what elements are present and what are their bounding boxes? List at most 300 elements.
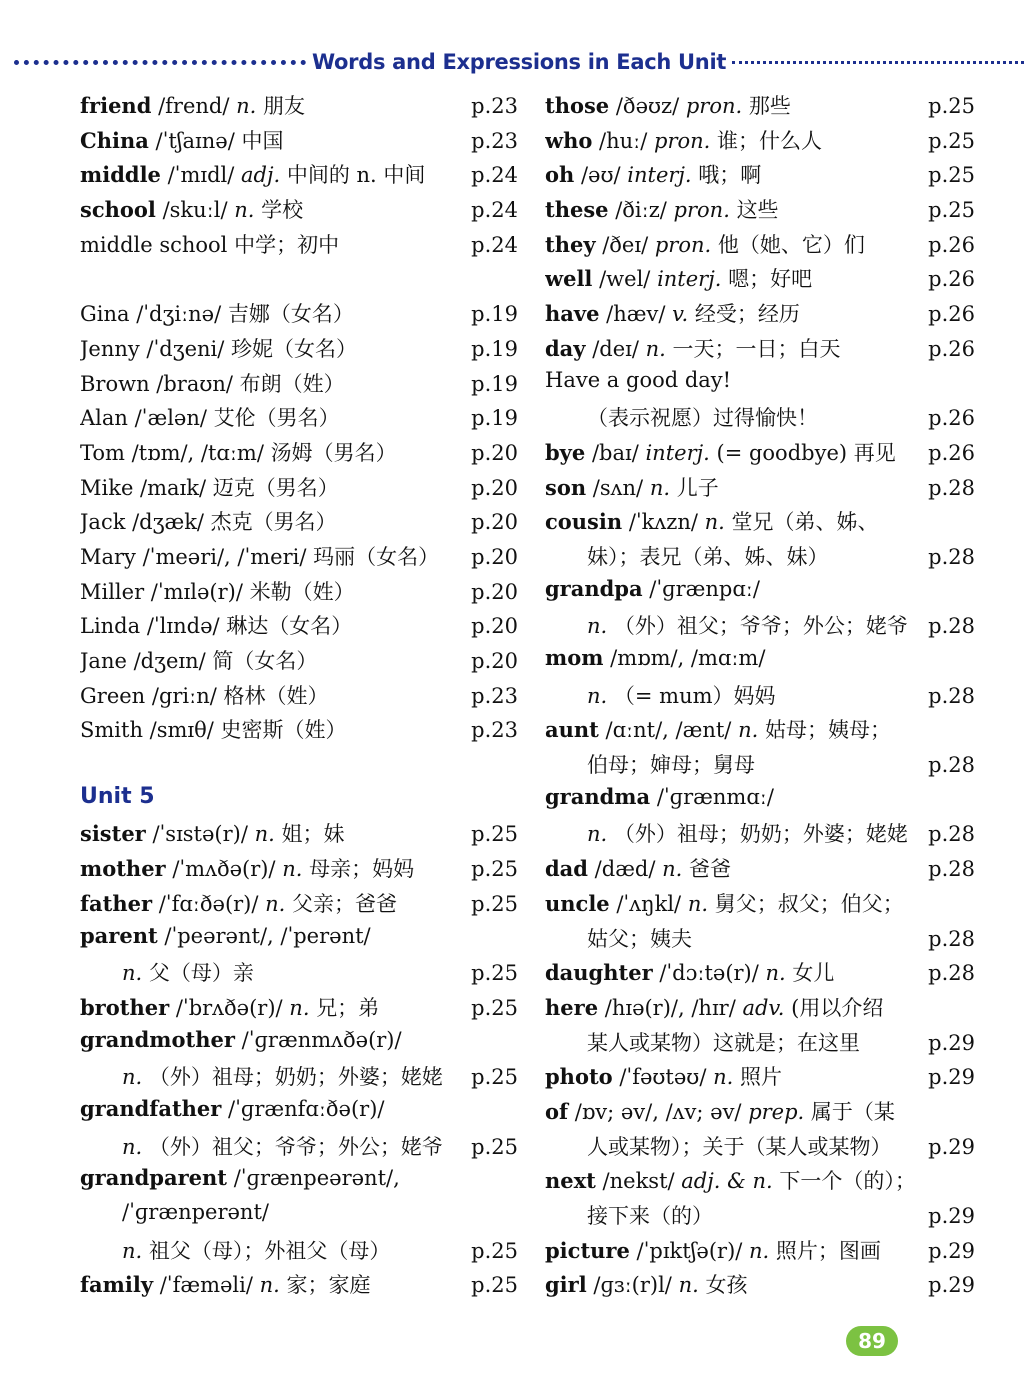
entry-text (545, 1165, 923, 1195)
page-header (14, 48, 1024, 76)
phonetic: /ðiːz/ (615, 198, 667, 223)
meaning: 中间的 n. 中间 (286, 163, 426, 188)
meaning: 姑父；姨夫 (587, 926, 692, 951)
entry-line: Brown /braʊn/ 布朗（姓） (80, 371, 345, 396)
page-ref: p.28 (928, 544, 975, 569)
meaning: 姑母；姨母； (764, 718, 891, 743)
headword: oh (545, 162, 575, 188)
vocab-line (545, 923, 975, 958)
entry-text (80, 229, 466, 259)
meaning: 爸爸 (689, 857, 732, 882)
vocab-entry (545, 576, 975, 611)
headword: aunt (545, 717, 599, 743)
vocab-line (545, 610, 975, 645)
meaning: 一天；一日；白天 (672, 336, 841, 361)
headword: day (545, 335, 586, 361)
vocab-line (545, 680, 975, 715)
headword: girl (545, 1272, 587, 1298)
vocab-entry (545, 1165, 975, 1200)
page-ref: p.29 (928, 1238, 975, 1263)
entry-line: Mary /ˈmeəri/, /ˈmeri/ 玛丽（女名） (80, 544, 440, 569)
left-column (80, 90, 518, 1304)
headword: family (80, 1272, 154, 1298)
vocab-entry (545, 888, 975, 923)
page-ref: p.25 (928, 163, 975, 188)
part-of-speech: n. (587, 683, 608, 708)
entry-text (80, 1061, 466, 1091)
page-ref: p.28 (928, 857, 975, 882)
part-of-speech: interj. (627, 163, 692, 188)
entry-text (545, 576, 923, 601)
page-ref: p.26 (928, 336, 975, 361)
part-of-speech: n. (713, 1065, 734, 1090)
vocab-line (80, 610, 518, 645)
vocab-line (80, 229, 518, 264)
meaning: 堂兄（弟、姊、 (731, 510, 879, 535)
vocab-entry (80, 818, 518, 853)
vocab-entry (545, 645, 975, 680)
page-ref: p.24 (471, 198, 518, 223)
headword: grandfather (80, 1095, 222, 1121)
meaning: 照片 (739, 1065, 782, 1090)
vocab-line (80, 402, 518, 437)
page-ref: p.25 (928, 198, 975, 223)
page-ref: p.23 (471, 128, 518, 153)
entry-text (545, 853, 923, 883)
entry-text (545, 1061, 923, 1091)
meaning: （外）祖母；奶奶；外婆；姥姥 (148, 1065, 443, 1090)
page-ref: p.23 (471, 683, 518, 708)
part-of-speech: n. (749, 1238, 770, 1263)
page-ref: p.20 (471, 440, 518, 465)
entry-text (80, 541, 466, 571)
headword: have (545, 301, 600, 327)
entry-text (80, 1131, 466, 1161)
vocab-line (545, 541, 975, 576)
page-ref: p.19 (471, 336, 518, 361)
entry-line: Miller /ˈmɪlə(r)/ 米勒（姓） (80, 579, 355, 604)
part-of-speech: n. (282, 857, 303, 882)
vocab-entry (545, 992, 975, 1027)
meaning: 某人或某物）这就是；在这里 (587, 1030, 860, 1055)
vocab-line (545, 368, 975, 403)
entry-line: Mike /maɪk/ 迈克（男名） (80, 475, 339, 500)
entry-text (80, 853, 466, 883)
page-ref: p.25 (471, 1134, 518, 1159)
entry-text (80, 714, 466, 744)
part-of-speech: n. (254, 822, 275, 847)
page-ref: p.29 (928, 1065, 975, 1090)
vocab-line (545, 1027, 975, 1062)
vocab-line (80, 957, 518, 992)
vocab-line (80, 437, 518, 472)
entry-text (80, 368, 466, 398)
phonetic: /ˈbrʌðə(r)/ (175, 995, 283, 1020)
part-of-speech: pron. (654, 128, 711, 153)
entry-line: Jane /dʒeɪn/ 简（女名） (80, 649, 318, 673)
vocab-line (545, 402, 975, 437)
page-ref: p.20 (471, 614, 518, 639)
vocab-entry (545, 1269, 975, 1304)
phonetic: /ˈpɪktʃə(r)/ (636, 1238, 743, 1263)
headword: father (80, 890, 153, 916)
phonetic: /ˈɡrænpɑː/ (649, 576, 760, 601)
headword: friend (80, 93, 152, 118)
entry-text (545, 402, 923, 432)
header-title: Words and Expressions in Each Unit (311, 50, 727, 74)
part-of-speech: n. (122, 1238, 143, 1263)
vocab-entry (80, 1096, 518, 1131)
part-of-speech: adv. (742, 995, 785, 1020)
entry-text (545, 333, 923, 363)
meaning: (= goodbye) 再见 (716, 440, 896, 465)
vocab-line (80, 541, 518, 576)
phonetic: /deɪ/ (592, 336, 639, 361)
meaning: （表示祝愿）过得愉快！ (587, 406, 818, 431)
vocab-line (545, 1200, 975, 1235)
entry-text (545, 1096, 923, 1126)
meaning: /ˈɡrænperənt/ (122, 1200, 269, 1224)
headword: who (545, 127, 593, 153)
part-of-speech: n. (587, 822, 608, 847)
entry-text (80, 506, 466, 536)
vocab-line (545, 749, 975, 784)
vocab-entry (80, 853, 518, 888)
page-ref: p.28 (928, 683, 975, 708)
meaning: 人或某物）；关于（某人或某物） (587, 1134, 892, 1159)
vocab-line (80, 714, 518, 749)
vocab-entry (80, 1165, 518, 1200)
meaning: 祖父（母）；外祖父（母） (148, 1238, 391, 1263)
page-ref: p.25 (471, 857, 518, 882)
vocab-entry (545, 957, 975, 992)
meaning: 嗯；好吧 (728, 267, 813, 292)
entry-line: Linda /ˈlɪndə/ 琳达（女名） (80, 614, 353, 639)
phonetic: /mɒm/, /mɑːm/ (610, 646, 766, 670)
entry-line: Jack /dʒæk/ 杰克（男名） (80, 510, 337, 535)
vocab-line (80, 1235, 518, 1270)
meaning: （外）祖父；爷爷；外公；姥爷 (148, 1134, 443, 1159)
phonetic: /hɪə(r)/, /hɪr/ (604, 995, 736, 1020)
headword: photo (545, 1064, 613, 1090)
phonetic: /ˈpeərənt/, /ˈperənt/ (164, 923, 371, 948)
phonetic: /frend/ (158, 94, 230, 118)
meaning: 下一个（的）； (779, 1169, 916, 1194)
entry-text (80, 888, 466, 918)
vocab-line (545, 818, 975, 853)
meaning: 女儿 (792, 961, 835, 986)
vocab-entry (545, 263, 975, 298)
meaning: 姐；妹 (281, 822, 345, 847)
entry-text (545, 923, 923, 953)
page-ref: p.20 (471, 510, 518, 535)
meaning: 伯母；婶母；舅母 (587, 753, 755, 778)
headword: grandma (545, 783, 651, 809)
meaning: 舅父；叔父；伯父； (714, 891, 904, 916)
part-of-speech: n. (738, 718, 759, 743)
entry-text (545, 368, 923, 392)
vocab-line (80, 1200, 518, 1235)
vocab-line (80, 506, 518, 541)
entry-text (80, 818, 466, 848)
meaning: 谁；什么人 (717, 128, 823, 153)
part-of-speech: pron. (673, 198, 730, 223)
entry-line: Jenny /ˈdʒeni/ 珍妮（女名） (80, 336, 357, 361)
entry-text (80, 90, 466, 120)
page-ref: p.28 (928, 822, 975, 847)
entry-text (80, 992, 466, 1022)
part-of-speech: n. (649, 475, 671, 500)
vocab-entry (80, 888, 518, 923)
meaning: 经受；经历 (694, 302, 800, 327)
meaning: 兄；弟 (316, 995, 380, 1020)
headword: daughter (545, 960, 653, 986)
phonetic: /ˈkʌzn/ (628, 510, 698, 535)
page-ref: p.28 (928, 961, 975, 986)
page-ref: p.20 (471, 544, 518, 569)
entry-text (545, 818, 923, 848)
phonetic: /ˈfəʊtəʊ/ (619, 1065, 707, 1090)
entry-text (80, 159, 466, 189)
page-ref: p.25 (471, 1273, 518, 1298)
page-ref: p.28 (928, 614, 975, 639)
page-ref: p.25 (471, 1065, 518, 1090)
part-of-speech: n. (122, 1065, 143, 1090)
meaning: 那些 (748, 94, 791, 118)
phonetic: /ˈʌŋkl/ (616, 891, 682, 916)
headword: middle (80, 162, 161, 188)
part-of-speech: n. (662, 857, 683, 882)
headword: bye (545, 439, 586, 465)
phonetic: /wel/ (599, 267, 651, 292)
entry-text (545, 1131, 923, 1161)
page-number: 89 (858, 1329, 886, 1353)
entry-text (545, 1200, 923, 1230)
page-ref: p.19 (471, 406, 518, 431)
entry-line: Gina /ˈdʒiːnə/ 吉娜（女名） (80, 302, 354, 327)
entry-text (545, 992, 923, 1022)
vocab-entry (80, 194, 518, 229)
page-ref: p.23 (471, 94, 518, 118)
part-of-speech: n. (259, 1273, 280, 1298)
part-of-speech: n. (704, 510, 725, 535)
phonetic: /ˈtʃaɪnə/ (155, 128, 235, 153)
spacer (80, 263, 518, 298)
vocab-entry (80, 923, 518, 958)
headword: China (80, 127, 149, 153)
page-ref: p.29 (928, 1030, 975, 1055)
vocab-entry (545, 506, 975, 541)
vocab-entry (80, 992, 518, 1027)
phonetic: /ˈdɔːtə(r)/ (659, 961, 759, 986)
meaning: 中国 (241, 128, 284, 153)
entry-line: Tom /tɒm/, /tɑːm/ 汤姆（男名） (80, 440, 397, 465)
meaning: 学校 (261, 198, 304, 223)
headword: school (80, 197, 156, 223)
page-ref: p.20 (471, 579, 518, 604)
part-of-speech: n. (289, 995, 310, 1020)
page-ref: p.28 (928, 926, 975, 951)
meaning: 家；家庭 (286, 1273, 371, 1298)
vocab-line (80, 368, 518, 403)
headword: mother (80, 856, 166, 882)
phonetic: /ðəʊz/ (615, 94, 680, 118)
page-ref: p.19 (471, 302, 518, 327)
headword: parent (80, 922, 158, 948)
vocab-entry (80, 1027, 518, 1062)
part-of-speech: n. (265, 891, 286, 916)
vocab-entry (545, 229, 975, 264)
entry-text (80, 923, 466, 948)
phonetic: /ɑːnt/, /ænt/ (605, 718, 732, 743)
vocab-entry (545, 333, 975, 368)
phonetic: /ˈmɪdl/ (167, 163, 235, 188)
meaning: 儿子 (676, 475, 719, 500)
part-of-speech: n. (645, 336, 666, 361)
entry-text (545, 229, 923, 259)
phonetic: /sʌn/ (592, 475, 644, 500)
part-of-speech: n. (122, 961, 143, 986)
vocab-entry (545, 714, 975, 749)
vocab-entry (545, 125, 975, 160)
meaning: 这些 (736, 198, 779, 223)
headword: these (545, 197, 609, 223)
headword: grandpa (545, 575, 643, 601)
headword: cousin (545, 509, 623, 535)
entry-text (545, 1235, 923, 1265)
page-number-badge (846, 1326, 898, 1356)
page-ref: p.26 (928, 406, 975, 431)
entry-text (545, 1027, 923, 1057)
entry-text (545, 472, 923, 502)
headword: grandparent (80, 1165, 227, 1191)
phonetic: /ˈɡrænmʌðə(r)/ (241, 1027, 402, 1052)
part-of-speech: n. (234, 198, 255, 223)
part-of-speech: interj. (645, 440, 710, 465)
phonetic: /ˈfæməli/ (159, 1273, 253, 1298)
page-ref: p.29 (928, 1204, 975, 1228)
entry-text (80, 437, 466, 467)
phonetic: /əʊ/ (580, 163, 621, 188)
entry-text (80, 125, 466, 155)
page-ref: p.29 (928, 1134, 975, 1159)
vocab-entry (545, 298, 975, 333)
vocab-line (80, 645, 518, 680)
page-ref: p.28 (928, 475, 975, 500)
meaning: 他（她、它）们 (717, 232, 865, 257)
meaning: 属于（某 (810, 1099, 895, 1124)
meaning: 朋友 (263, 94, 306, 118)
vocab-entry (545, 194, 975, 229)
page-ref: p.24 (471, 232, 518, 257)
headword: son (545, 474, 587, 500)
entry-text (80, 333, 466, 363)
vocab-line (80, 472, 518, 507)
headword: they (545, 231, 596, 257)
page-ref: p.25 (471, 995, 518, 1020)
meaning: 接下来（的） (587, 1204, 713, 1228)
entry-text (545, 888, 923, 918)
page-ref: p.25 (471, 961, 518, 986)
entry-text (80, 1027, 466, 1052)
entry-text (80, 576, 466, 606)
meaning: 妹）；表兄（弟、姊、妹） (587, 544, 829, 569)
phonetic: /huː/ (599, 128, 648, 153)
vocab-line (80, 333, 518, 368)
page-ref: p.19 (471, 371, 518, 396)
entry-text (80, 472, 466, 502)
entry-text (545, 506, 923, 536)
page-ref: p.25 (471, 1238, 518, 1263)
entry-text (80, 645, 466, 675)
meaning: 父（母）亲 (148, 961, 254, 986)
vocab-line (80, 576, 518, 611)
entry-text (80, 1165, 466, 1190)
vocab-entry (545, 784, 975, 819)
page-ref: p.25 (928, 128, 975, 153)
phonetic: /skuːl/ (162, 198, 228, 223)
vocab-entry (545, 437, 975, 472)
phonetic: /ɒv; əv/, /ʌv; əv/ (574, 1099, 742, 1124)
header-dots-right (732, 61, 1024, 64)
entry-text (80, 402, 466, 432)
entry-line: Smith /smɪθ/ 史密斯（姓） (80, 718, 347, 743)
entry-text (545, 957, 923, 987)
phonetic: /ˈsɪstə(r)/ (152, 822, 248, 847)
entry-text (80, 1200, 466, 1224)
page-ref: p.26 (928, 267, 975, 292)
vocab-entry (80, 1269, 518, 1304)
page-ref: p.24 (471, 163, 518, 188)
page-ref: p.20 (471, 475, 518, 500)
phonetic: /ˈmʌðə(r)/ (172, 857, 276, 882)
entry-text (545, 194, 923, 224)
entry-text (545, 437, 923, 467)
part-of-speech: n. (122, 1134, 143, 1159)
part-of-speech: pron. (654, 232, 712, 257)
right-column (545, 90, 975, 1304)
entry-text (545, 749, 923, 779)
entry-text (545, 714, 923, 744)
page-ref: p.28 (928, 753, 975, 778)
entry-text (545, 541, 923, 571)
vocab-entry (545, 1235, 975, 1270)
page-ref: p.25 (928, 94, 975, 118)
headword: dad (545, 856, 588, 882)
vocab-entry (80, 90, 518, 125)
entry-text (545, 784, 923, 809)
page-ref: p.29 (928, 1273, 975, 1298)
meaning: 哦；啊 (698, 163, 762, 188)
phonetic: /nekst/ (602, 1169, 675, 1194)
meaning: （外）祖父；爷爷；外公；姥爷 (613, 614, 908, 639)
unit-heading: Unit 5 (80, 783, 155, 809)
phonetic: /ˈɡrænfɑːðə(r)/ (228, 1096, 385, 1121)
entry-text (545, 90, 923, 120)
headword: next (545, 1168, 596, 1194)
meaning: 父亲；爸爸 (292, 891, 398, 916)
entry-line: Green /griːn/ 格林（姓） (80, 683, 329, 708)
vocab-entry (545, 472, 975, 507)
headword: those (545, 93, 610, 118)
page-ref: p.23 (471, 718, 518, 743)
vocab-line (80, 1131, 518, 1166)
entry-text (80, 1235, 466, 1265)
phonetic: /dæd/ (594, 857, 656, 882)
meaning: 母亲；妈妈 (309, 857, 415, 882)
headword: uncle (545, 890, 610, 916)
entry-text (545, 159, 923, 189)
